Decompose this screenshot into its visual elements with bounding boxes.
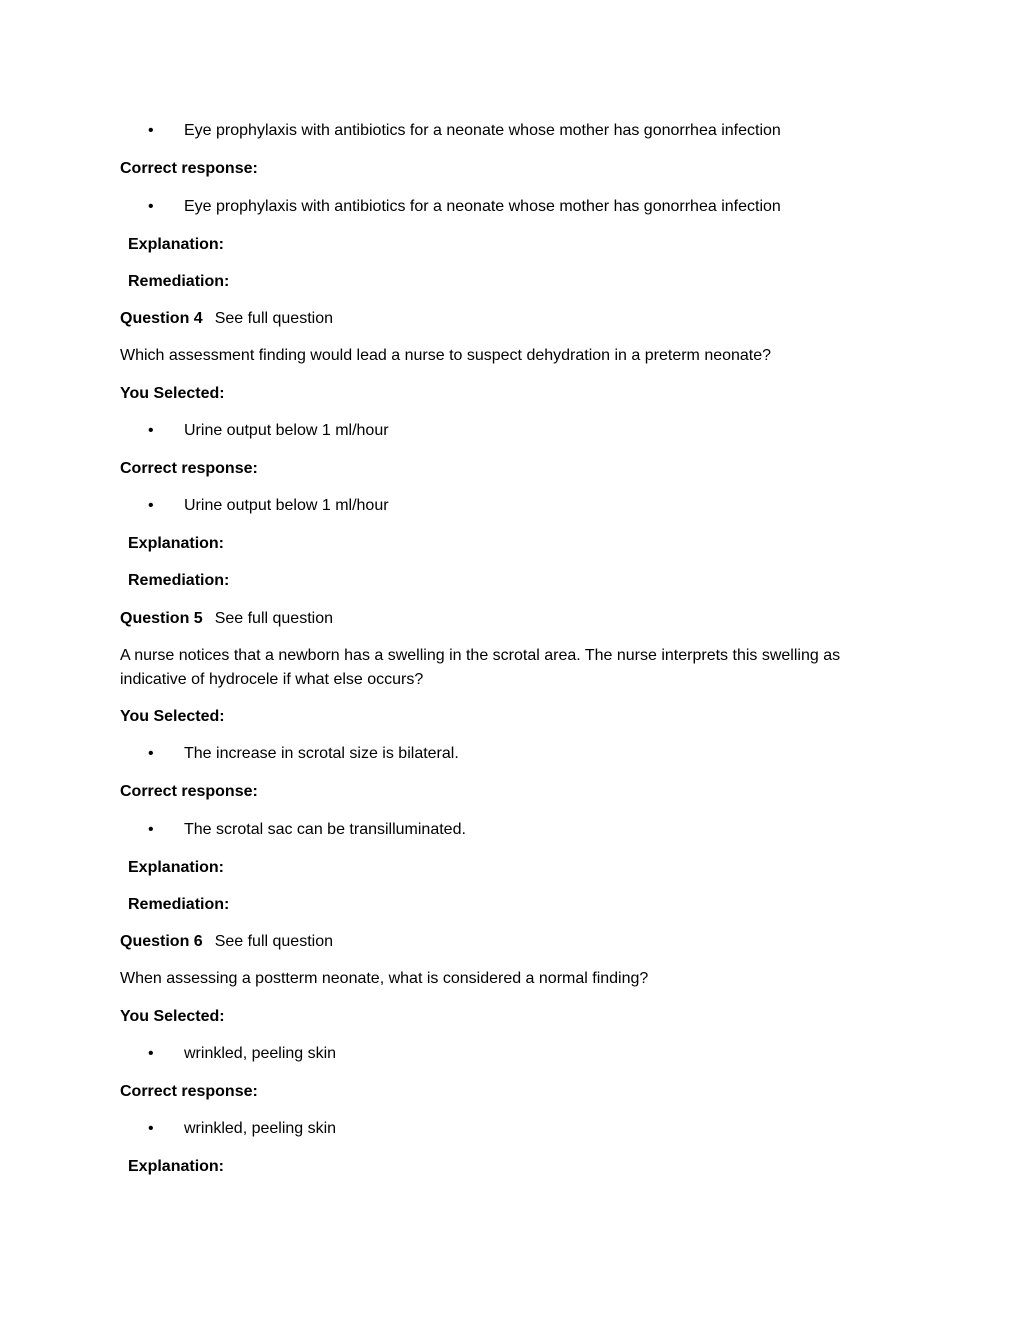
bullet-icon: •	[148, 1120, 154, 1137]
bullet-icon: •	[148, 497, 154, 514]
question-header	[120, 930, 333, 954]
bullet-icon: •	[148, 122, 154, 139]
explanation-label: Explanation:	[128, 236, 225, 253]
correct-answer: Urine output below 1 ml/hour	[184, 497, 389, 514]
see-full-question-link[interactable]: See full question	[214, 933, 333, 950]
correct-response-label: Correct response:	[120, 783, 258, 800]
remediation-label: Remediation:	[128, 572, 230, 589]
bullet-icon: •	[148, 821, 154, 838]
correct-response-label: Correct response:	[120, 160, 258, 177]
question-number: Question 5	[120, 610, 203, 627]
explanation-label: Explanation:	[128, 1158, 225, 1175]
question-text: A nurse notices that a newborn has a swelling in the scrotal area. The nurse interprets this swelling as indicative of hydrocele if what else occurs?	[120, 647, 841, 688]
question-number: Question 6	[120, 933, 203, 950]
correct-response-label: Correct response:	[120, 460, 258, 477]
correct-answer: wrinkled, peeling skin	[184, 1120, 337, 1137]
selected-answer: The increase in scrotal size is bilateral.	[184, 745, 459, 762]
selected-answer: wrinkled, peeling skin	[184, 1045, 337, 1062]
you-selected-label: You Selected:	[120, 385, 225, 402]
bullet-icon: •	[148, 198, 154, 215]
selected-answer: Urine output below 1 ml/hour	[184, 422, 389, 439]
correct-answer: The scrotal sac can be transilluminated.	[184, 821, 466, 838]
question-text: Which assessment finding would lead a nurse to suspect dehydration in a preterm neonate?	[120, 347, 772, 364]
bullet-icon: •	[148, 1045, 154, 1062]
bullet-icon: •	[148, 745, 154, 762]
selected-answer: Eye prophylaxis with antibiotics for a neonate whose mother has gonorrhea infection	[184, 122, 781, 139]
question-number: Question 4	[120, 310, 203, 327]
see-full-question-link[interactable]: See full question	[214, 610, 333, 627]
explanation-label: Explanation:	[128, 859, 225, 876]
explanation-label: Explanation:	[128, 535, 225, 552]
correct-answer: Eye prophylaxis with antibiotics for a neonate whose mother has gonorrhea infection	[184, 198, 781, 215]
remediation-label: Remediation:	[128, 896, 230, 913]
remediation-label: Remediation:	[128, 273, 230, 290]
you-selected-label: You Selected:	[120, 708, 225, 725]
question-header	[120, 607, 333, 631]
correct-response-label: Correct response:	[120, 1083, 258, 1100]
see-full-question-link[interactable]: See full question	[214, 310, 333, 327]
bullet-icon: •	[148, 422, 154, 439]
you-selected-label: You Selected:	[120, 1008, 225, 1025]
question-header	[120, 307, 333, 331]
question-text: When assessing a postterm neonate, what is considered a normal finding?	[120, 970, 649, 987]
